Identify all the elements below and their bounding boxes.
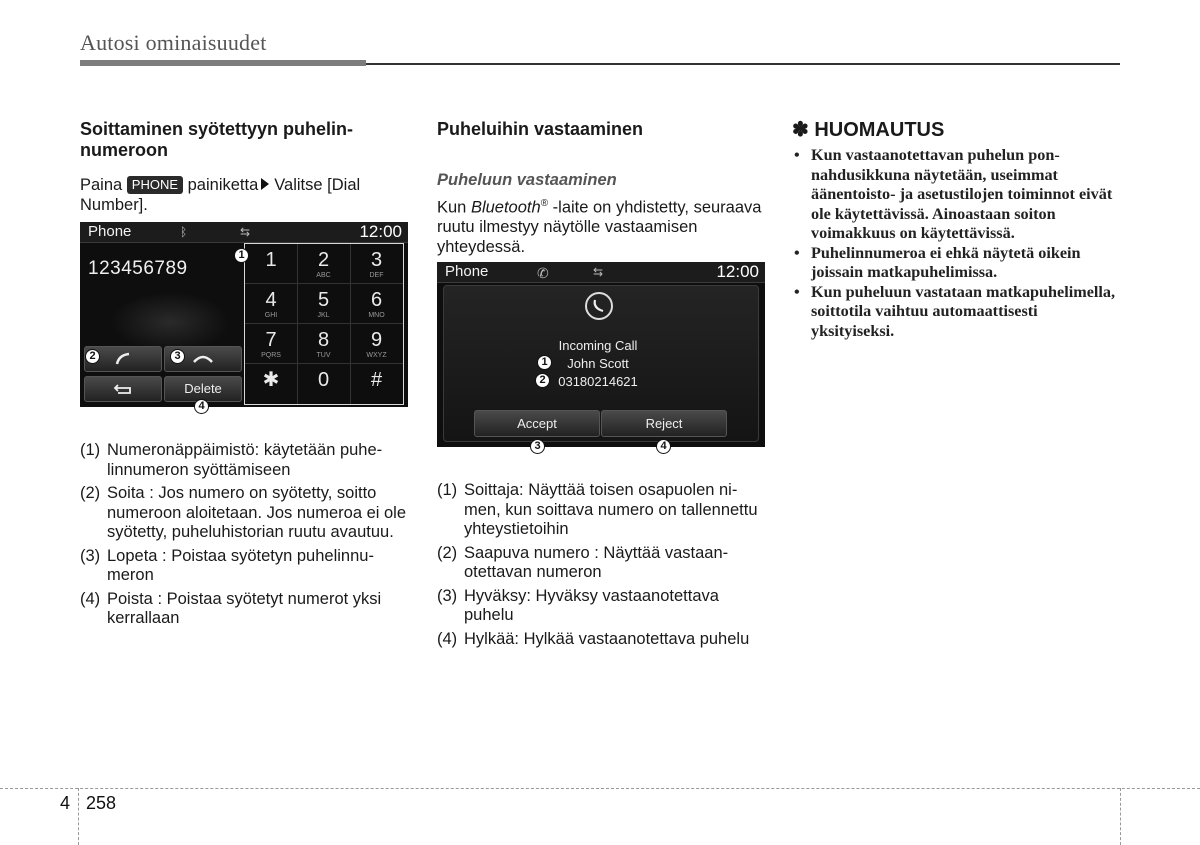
status-bar (437, 262, 765, 283)
key-digit: 3 (370, 249, 383, 271)
end-call-icon (192, 352, 214, 366)
key-letters: ABC (316, 272, 331, 279)
key-letters: DEF (369, 272, 384, 279)
list-item: (3) Hyväksy: Hyväksy vastaanotettava puhelu (437, 586, 719, 624)
key-digit: ✱ (262, 369, 280, 391)
callout-marker-4: 4 (656, 439, 671, 454)
asterisk-icon: ✽ (792, 119, 809, 141)
key-digit: 1 (265, 249, 277, 271)
keypad-key[interactable] (350, 324, 403, 364)
screen-title: Phone (445, 263, 489, 280)
call-icon (113, 352, 133, 366)
note-heading (792, 119, 1122, 142)
number-keypad (244, 243, 404, 405)
list-item: (3) Lopeta : Poistaa syötetyn puhelinnumeron (80, 546, 374, 584)
accept-button[interactable]: Accept (474, 410, 600, 437)
key-digit: 9 (370, 329, 383, 351)
key-letters: GHI (264, 312, 278, 319)
callout-marker-1: 1 (537, 355, 552, 370)
list-item: (4) Poista : Poistaa syötetyt numerot yksi kerrallaan (80, 589, 382, 627)
callout-marker-4: 4 (194, 399, 209, 414)
bluetooth-icon: ᛒ (180, 225, 188, 239)
section-heading-answer: Puheluihin vastaaminen (437, 119, 644, 139)
list-item: (1) Numeronäppäimistö: käytetään puhelinnumeron syöttämiseen (80, 441, 383, 479)
intro-suffix: Valitse [Dial Number]. (80, 176, 361, 214)
footer-divider-right (1120, 788, 1121, 845)
phone-key-badge: PHONE (127, 176, 183, 194)
reject-button[interactable]: Reject (601, 410, 727, 437)
note-item: • Puhelinnumeroa ei ehkä näytetä oikein joissain matkapuhelimissa. (792, 244, 1122, 283)
keypad-key[interactable] (298, 284, 351, 324)
clock: 12:00 (359, 222, 402, 241)
usb-icon: ⇆ (240, 225, 251, 239)
running-header: Autosi ominaisuudet (80, 30, 267, 55)
screen-title: Phone (88, 223, 132, 240)
dial-intro (80, 176, 410, 215)
delete-button[interactable]: Delete (164, 376, 242, 402)
incoming-label: Incoming Call (558, 338, 638, 353)
key-letters: JKL (317, 312, 330, 319)
usb-icon: ⇆ (593, 265, 604, 279)
subheading-answer: Puheluun vastaaminen (437, 171, 617, 189)
keypad-key[interactable] (298, 364, 351, 404)
keypad-key[interactable] (245, 284, 298, 324)
answer-intro: Kun Bluetooth® -laite on yhdistetty, seuraava ruutu ilmestyy näytölle vastaamisen yhteydessä. (437, 198, 762, 256)
list-item: (2) Saapuva numero : Näyttää vastaanotettavan numeron (437, 543, 729, 581)
key-digit: 7 (265, 329, 277, 351)
call-active-icon: ✆ (537, 265, 549, 281)
keypad-key[interactable] (350, 284, 403, 324)
callout-marker-2: 2 (85, 349, 100, 364)
dial-legend-list (80, 441, 410, 633)
header-rule-thin (366, 63, 1120, 65)
key-letters: WXYZ (366, 352, 387, 359)
key-letters: PQRS (261, 352, 281, 359)
keypad-key[interactable] (298, 324, 351, 364)
intro-mid: painiketta (187, 176, 259, 194)
chapter-number: 4 (60, 793, 71, 813)
keypad-key[interactable] (298, 244, 351, 284)
list-item: (1) Soittaja: Näyttää toisen osapuolen nimen, kun soittava numero on tallennettu yhteystietoihin (437, 481, 758, 538)
key-digit: # (370, 369, 383, 391)
status-bar (80, 222, 408, 243)
keypad-key[interactable] (350, 244, 403, 284)
footer-divider-left (78, 788, 79, 845)
list-item: (2) Soita : Jos numero on syötetty, soitto numeroon aloitetaan. Jos numeroa ei ole syötetty, puheluhistorian ruutu avautuu. (80, 484, 407, 541)
note-title: HUOMAUTUS (814, 119, 945, 141)
back-icon (112, 382, 134, 396)
page-number: 258 (86, 793, 117, 813)
intro-prefix: Paina (80, 176, 123, 194)
note-item: • Kun puheluun vastataan matkapuhelimella, soittotila vaihtuu automaattisesti yksityiseksi. (792, 283, 1122, 342)
note-list (792, 146, 1122, 341)
footer-rule (0, 788, 1200, 789)
background-decoration (110, 292, 230, 352)
key-digit: 2 (317, 249, 330, 271)
arrow-right-icon (261, 178, 269, 190)
back-button[interactable] (84, 376, 162, 402)
answer-legend-list (437, 481, 765, 653)
note-item: • Kun vastaanotettavan puhelun ponnahdusikkuna näytetään, useimmat äänentoisto- ja asetustilojen toiminnot eivät ole käytettävissä. Ainoastaan soiton voimakkuus on käytettävissä. (792, 146, 1122, 244)
key-digit: 0 (317, 369, 330, 391)
clock: 12:00 (716, 262, 759, 281)
list-item: (4) Hylkää: Hylkää vastaanotettava puhelu (437, 629, 750, 648)
phone-ring-icon (585, 292, 613, 320)
section-heading-dial: Soittaminen syötettyyn puhelin- numeroon (80, 119, 354, 160)
keypad-key[interactable] (245, 364, 298, 404)
header-rule-thick (80, 60, 366, 66)
incoming-call-screen (437, 262, 765, 447)
key-letters: MNO (368, 312, 385, 319)
dial-screen (80, 222, 408, 407)
callout-marker-3: 3 (170, 349, 185, 364)
caller-name: John Scott (567, 356, 629, 371)
keypad-key[interactable] (245, 324, 298, 364)
callout-marker-2: 2 (535, 373, 550, 388)
key-digit: 6 (370, 289, 383, 311)
keypad-key[interactable] (350, 364, 403, 404)
key-digit: 8 (317, 329, 330, 351)
entered-number: 123456789 (88, 258, 188, 279)
callout-marker-3: 3 (530, 439, 545, 454)
callout-marker-1: 1 (234, 248, 249, 263)
keypad-key[interactable] (245, 244, 298, 284)
brand-text: Bluetooth (470, 198, 541, 217)
key-digit: 4 (265, 289, 277, 311)
key-letters: TUV (316, 352, 331, 359)
key-digit: 5 (317, 289, 330, 311)
caller-number: 03180214621 (558, 374, 638, 389)
